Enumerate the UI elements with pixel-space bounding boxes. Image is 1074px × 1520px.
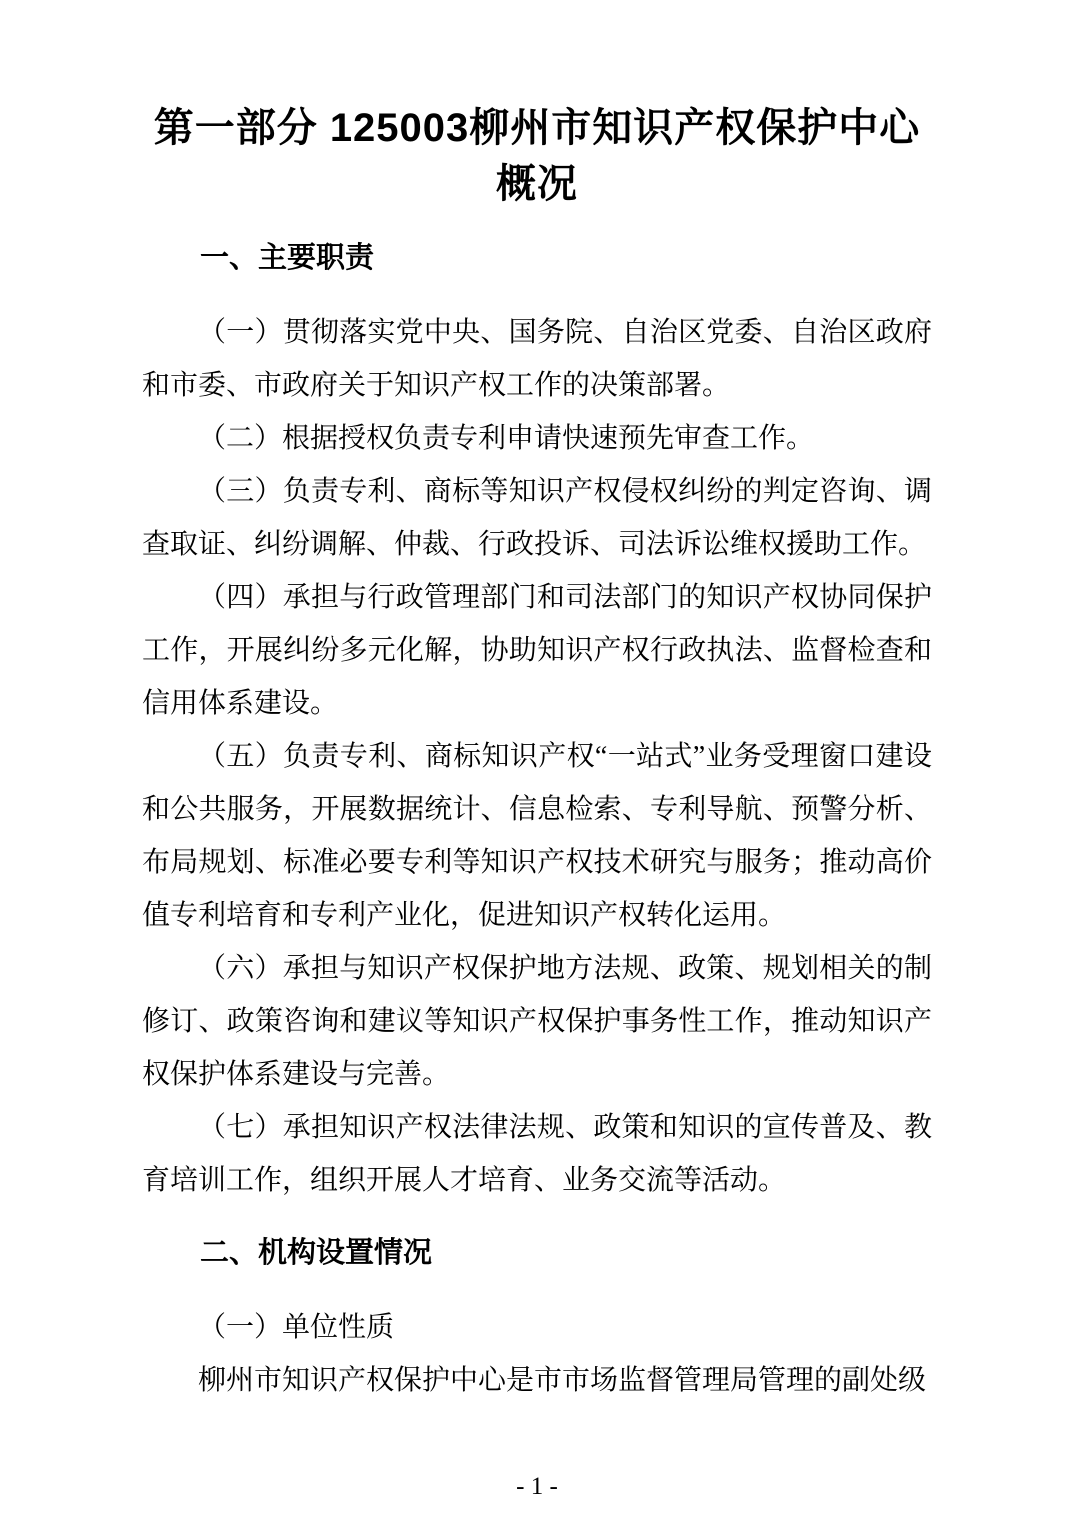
organization-paragraph-1: 柳州市知识产权保护中心是市市场监督管理局管理的副处级 [198, 1365, 927, 1396]
subsection-heading-unit-nature: （一）单位性质 [198, 1312, 395, 1343]
section-heading-organization: 二、机构设置情况 [200, 1237, 433, 1269]
duty-paragraph-1: （一）贯彻落实党中央、国务院、自治区党委、自治区政府和市委、市政府关于知识产权工作的决策部署。 [142, 317, 932, 401]
section-heading-main-duties: 一、主要职责 [200, 242, 375, 274]
duty-paragraph-3: （三）负责专利、商标等知识产权侵权纠纷的判定咨询、调查取证、纠纷调解、仲裁、行政投诉、司法诉讼维权援助工作。 [142, 476, 932, 560]
page-number: - 1 - [516, 1473, 558, 1500]
duty-paragraph-2: （二）根据授权负责专利申请快速预先审查工作。 [198, 423, 815, 454]
duty-paragraph-4: （四）承担与行政管理部门和司法部门的知识产权协同保护工作，开展纠纷多元化解，协助知识产权行政执法、监督检查和信用体系建设。 [142, 582, 932, 719]
duty-paragraph-6: （六）承担与知识产权保护地方法规、政策、规划相关的制修订、政策咨询和建议等知识产权保护事务性工作，推动知识产权保护体系建设与完善。 [142, 953, 932, 1090]
document-title-line-2: 概况 [496, 162, 578, 206]
duty-paragraph-7: （七）承担知识产权法律法规、政策和知识的宣传普及、教育培训工作，组织开展人才培育、业务交流等活动。 [142, 1112, 932, 1196]
document-title-line-1: 第一部分 125003柳州市知识产权保护中心 [153, 106, 921, 150]
duty-paragraph-5: （五）负责专利、商标知识产权“一站式”业务受理窗口建设和公共服务，开展数据统计、信息检索、专利导航、预警分析、布局规划、标准必要专利等知识产权技术研究与服务；推动高价值专利培育和专利产业化，促进知识产权转化运用。 [142, 741, 932, 931]
document-title [142, 100, 932, 212]
